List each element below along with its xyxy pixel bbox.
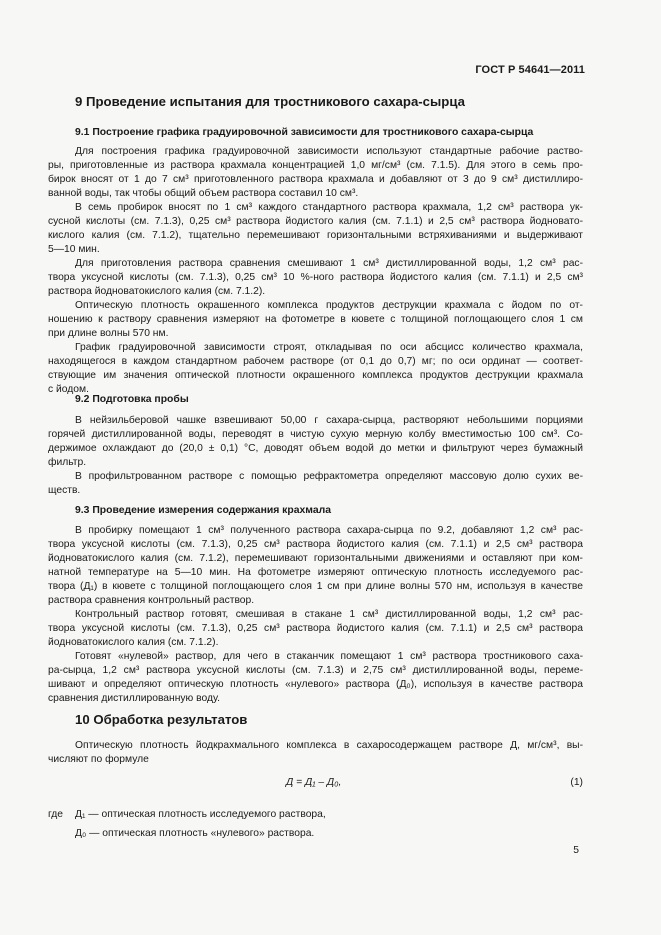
subsection-9-1-title: 9.1 Построение графика градуировочной зависимости для тростникового сахара-сырца (75, 127, 534, 138)
where-label: где (48, 809, 64, 820)
text-line: раствора сравнения контрольный раствор. (48, 595, 255, 606)
text-line: числяют по формуле (48, 754, 149, 765)
text-line: Контрольный раствор готовят, смешивая в стакане 1 см³ дистиллированной воды, 1,2 см³ рас- (75, 609, 583, 620)
standard-header: ГОСТ Р 54641—2011 (475, 64, 585, 76)
text-line: твора уксусной кислоты (см. 7.1.3), 0,25 см³ раствора йодистого калия (см. 7.1.1) и 2,5 см³ раствора (48, 623, 583, 634)
paragraph-10 (48, 739, 583, 767)
text-line: бирок вносят от 1 до 7 см³ приготовленного раствора крахмала и добавляют от 3 до 9 см³ дистиллиро- (48, 174, 583, 185)
formula-number: (1) (570, 777, 583, 788)
text-line: ванной воды, так чтобы общий объем раствора составил 10 см³. (48, 188, 359, 199)
section-10-title: 10 Обработка результатов (75, 712, 248, 727)
text-line: держимое охлаждают до (20,0 ± 0,1) °С, доводят объем водой до метки и фильтруют через бумажный (48, 443, 583, 454)
page-number: 5 (573, 845, 579, 856)
text-line: сравнения дистиллированную воду. (48, 693, 220, 704)
text-line: Готовят «нулевой» раствор, для чего в стаканчик помещают 1 см³ раствора тростникового саха- (75, 651, 583, 662)
text-line: Для приготовления раствора сравнения смешивают 1 см³ дистиллированной воды, 1,2 см³ рас- (75, 258, 583, 269)
text-line: ствующие им значения оптической плотности окрашенного комплекса продуктов деструкции крахмала (48, 370, 583, 381)
text-line: Оптическую плотность йодкрахмального комплекса в сахаросодержащем растворе Д, мг/см³, вы- (75, 740, 583, 751)
text-line: Для построения графика градуировочной зависимости используют стандартные рабочие раство- (75, 146, 583, 157)
text-line: твора уксусной кислоты (см. 7.1.3), 0,25 см³ раствора йодистого калия (см. 7.1.1) и 2,5 см³ раствора (48, 539, 583, 550)
where-definition-1: Д₁ — оптическая плотность исследуемого раствора, (75, 809, 326, 820)
formula-row (48, 777, 583, 791)
text-line: при длине волны 570 нм. (48, 328, 169, 339)
section-9-title: 9 Проведение испытания для тростникового сахара-сырца (75, 94, 465, 109)
text-line: В семь пробирок вносят по 1 см³ каждого стандартного раствора крахмала, 1,2 см³ раствора ук- (75, 202, 583, 213)
text-line: фильтр. (48, 457, 87, 468)
text-line: йодноватокислого калия (см. 7.1.2), перемешивают горизонтальными движениями и оставляют при ком- (48, 553, 583, 564)
text-line: с йодом. (48, 384, 89, 395)
text-line: йодноватокислого калия (см. 7.1.2). (48, 637, 219, 648)
text-line: находящегося в каждом стандартном рабочем растворе (от 0,1 до 0,7) мг; по оси ординат — соответ- (48, 356, 583, 367)
text-line: 5—10 мин. (48, 244, 100, 255)
text-line: сусной кислоты (см. 7.1.3), 0,25 см³ раствора йодистого калия (см. 7.1.1) и 2,5 см³ раствора йодновато- (48, 216, 583, 227)
text-line: шивают и определяют оптическую плотность «нулевого» раствора (Д₀), используя в качестве раствора (48, 679, 583, 690)
where-block (48, 805, 583, 845)
text-line: ношению к раствору сравнения измеряют на фотометре в кювете с толщиной поглощающего слоя 1 см (48, 314, 583, 325)
formula: Д = Д₁ – Д₀, (286, 777, 342, 788)
paragraph-9-2 (48, 414, 583, 498)
subsection-9-2-title: 9.2 Подготовка пробы (75, 394, 189, 405)
text-line: Оптическую плотность окрашенного комплекса продуктов деструкции крахмала с йодом по от- (75, 300, 583, 311)
text-line: твора уксусной кислоты (см. 7.1.3), 0,25 см³ 10 %-ного раствора йодистого калия (см. 7.1.1) и 2,5 см³ (48, 272, 583, 283)
text-line: График градуировочной зависимости строят, откладывая по оси абсцисс количество крахмала, (75, 342, 583, 353)
where-definition-2: Д₀ — оптическая плотность «нулевого» раствора. (75, 828, 315, 839)
subsection-9-3-title: 9.3 Проведение измерения содержания крахмала (75, 505, 331, 516)
text-line: раствора йодноватокислого калия (см. 7.1.2). (48, 286, 266, 297)
text-line: ра-сырца, 1,2 см³ раствора уксусной кислоты (см. 7.1.3) и 2,75 см³ дистиллированной воды, переме- (48, 665, 583, 676)
text-line: горячей дистиллированной воды, переводят в чистую сухую мерную колбу вместимостью 100 см³. Со- (48, 429, 583, 440)
paragraph-9-1 (48, 145, 583, 397)
text-line: кислого калия (см. 7.1.2), тщательно перемешивают горизонтальными встряхиваниями и выдерживают (48, 230, 583, 241)
text-line: ры, приготовленные из раствора крахмала концентрацией 1,0 мг/см³ (см. 7.1.5). Для этого в семь про- (48, 160, 583, 171)
text-line: В нейзильберовой чашке взвешивают 50,00 г сахара-сырца, растворяют небольшими порциями (75, 415, 583, 426)
text-line: твора (Д₁) в кювете с толщиной поглощающего слоя 1 см при длине волны 570 нм, используя в качестве (48, 581, 583, 592)
text-line: В пробирку помещают 1 см³ полученного раствора сахара-сырца по 9.2, добавляют 1,2 см³ рас- (75, 525, 583, 536)
paragraph-9-3 (48, 524, 583, 706)
text-line: ществ. (48, 485, 81, 496)
text-line: В профильтрованном растворе с помощью рефрактометра определяют массовую долю сухих ве- (75, 471, 583, 482)
text-line: натной температуре на 5—10 мин. На фотометре измеряют оптическую плотность исследуемого рас- (48, 567, 583, 578)
